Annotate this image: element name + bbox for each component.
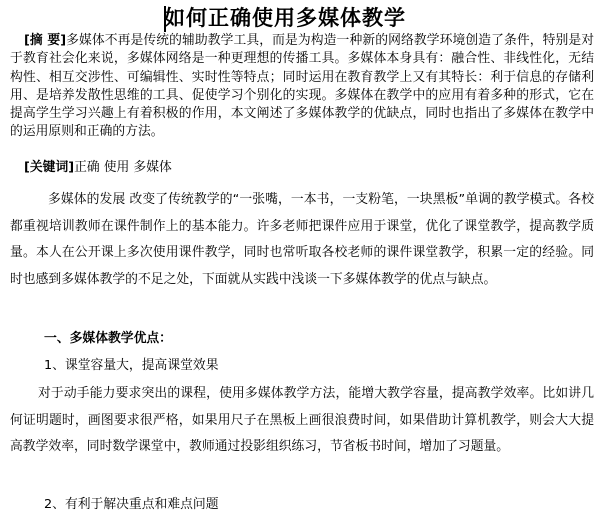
body-paragraph-intro: 多媒体的发展 改变了传统教学的“一张嘴，一本书，一支粉笔，一块黑板”单调的教学模式。各校都重视培训教师在课件制作上的基本能力。许多老师把课件应用于课堂，优化了课堂教学，提高教学质量。本人在公开课上多次使用课件教学，同时也常听取各校老师的课件课堂教学，积累一定的经验。同时也感到多媒体教学的不足之处，下面就从实践中浅谈一下多媒体教学的优点与缺点。	[10, 192, 594, 287]
abstract-paragraph	[10, 32, 594, 142]
abstract-text: 多媒体不再是传统的辅助教学工具，而是为构造一种新的网络教学环境创造了条件，特别是对于教育社会化来说，多媒体网络是一种更理想的传播工具。多媒体本身具有：融合性、非线性化，无结构性、相互交涉性、可编辑性、实时性等特点；同时运用在教育教学上又有其特长：利于信息的存储利用、是培养发散性思维的工具、促使学习个别化的实现。多媒体在教学中的应用有着多种的形式，它在提高学生学习兴趣上有着积极的作用，本文阐述了多媒体教学的优缺点，同时也指出了多媒体在教学中的运用原则和正确的方法。	[10, 33, 595, 140]
keywords-line	[24, 159, 172, 177]
subheading-capacity: 1、课堂容量大，提高课堂效果	[44, 358, 219, 373]
keywords-label: [关键词]	[24, 160, 75, 175]
keywords-text: 正确 使用 多媒体	[74, 160, 172, 175]
subheading-key-points: 2、有利于解决重点和难点问题	[44, 497, 219, 512]
page-title: 如何正确使用多媒体教学	[164, 5, 406, 30]
body-paragraph-capacity: 对于动手能力要求突出的课程，使用多媒体教学方法，能增大教学容量，提高教学效率。比如讲几何证明题时，画图要求很严格，如果用尺子在黑板上画很浪费时间，如果借助计算机教学，则会大大提高教学效率，同时数学课堂中，教师通过投影组织练习，节省板书时间，增加了习题量。	[10, 386, 594, 454]
abstract-label: [摘 要]	[24, 33, 67, 48]
section-heading-advantages: 一、多媒体教学优点：	[44, 331, 172, 346]
